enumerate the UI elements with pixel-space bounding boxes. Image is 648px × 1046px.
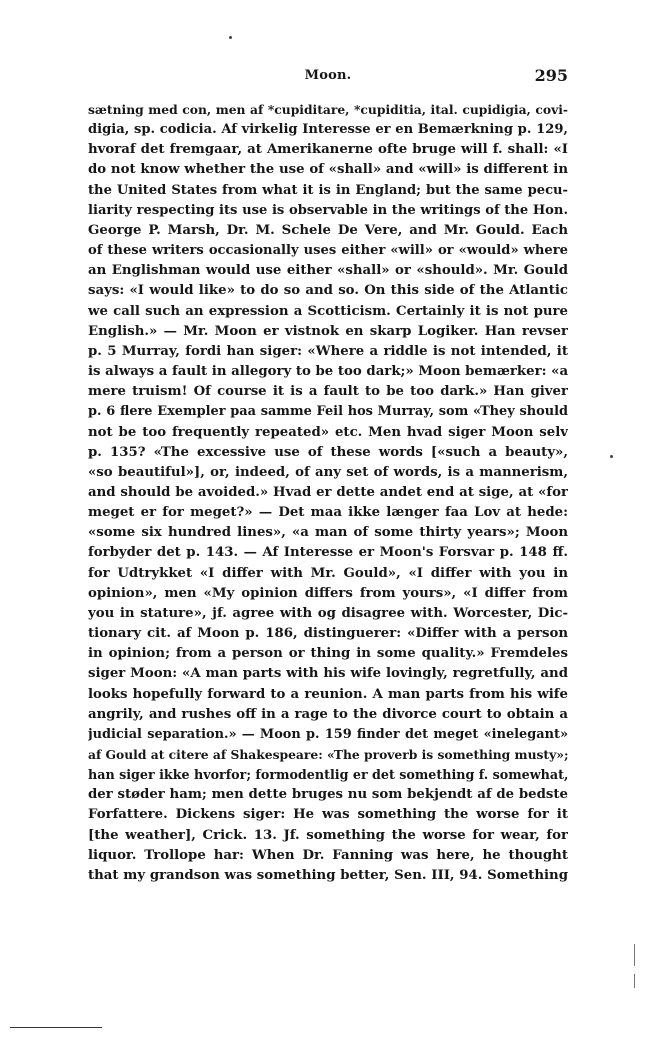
text-line: liquor. Trollope har: When Dr. Fanning was here, he thought: [88, 847, 568, 863]
margin-mark: [634, 974, 635, 988]
text-line: you in stature», jf. agree with og disagree with. Worcester, Dic-: [88, 605, 568, 621]
body-text: [88, 100, 568, 886]
text-line: der støder ham; men dette bruges nu som bekjendt af de bedste: [88, 787, 568, 803]
text-line: an Englishman would use either «shall» or «should». Mr. Gould: [88, 263, 568, 279]
text-line: English.» — Mr. Moon er vistnok en skarp Logiker. Han revser: [88, 323, 568, 339]
text-line: the United States from what it is in England; but the same pecu-: [88, 182, 568, 198]
text-line: siger Moon: «A man parts with his wife lovingly, regretfully, and: [88, 666, 568, 682]
footer-rule: [10, 1027, 102, 1028]
scan-speck: [229, 36, 232, 39]
text-line: George P. Marsh, Dr. M. Schele De Vere, and Mr. Gould. Each: [88, 222, 568, 238]
text-line: liarity respecting its use is observable in the writings of the Hon.: [88, 202, 568, 218]
page-number: 295: [534, 66, 568, 85]
text-line: [the weather], Crick. 13. Jf. something the worse for wear, for: [88, 827, 568, 843]
text-line: Forfattere. Dickens siger: He was something the worse for it: [88, 807, 568, 823]
text-line: for Udtrykket «I differ with Mr. Gould», «I differ with you in: [88, 565, 568, 581]
text-line: p. 135? «The excessive use of these words [«such a beauty»,: [88, 444, 568, 460]
text-line: and should be avoided.» Hvad er dette andet end at sige, at «for: [88, 484, 568, 500]
scan-speck: [610, 455, 613, 458]
text-line: in opinion; from a person or thing in some quality.» Fremdeles: [88, 646, 568, 662]
text-line: «so beautiful»], or, indeed, of any set of words, is a mannerism,: [88, 464, 568, 480]
text-line: opinion», men «My opinion differs from yours», «I differ from: [88, 585, 568, 601]
text-line: do not know whether the use of «shall» and «will» is different in: [88, 162, 568, 178]
running-head: Moon.: [304, 68, 352, 83]
text-line: of these writers occasionally uses either «will» or «would» where: [88, 243, 568, 259]
text-line: that my grandson was something better, Sen. III, 94. Something: [88, 867, 568, 883]
text-line: is always a fault in allegory to be too dark;» Moon bemærker: «a: [88, 364, 568, 380]
text-line: hvoraf det fremgaar, at Amerikanerne ofte bruge will f. shall: «I: [88, 142, 568, 158]
text-line: says: «I would like» to do so and so. On this side of the Atlantic: [88, 283, 568, 299]
text-line: judicial separation.» — Moon p. 159 finder det meget «inelegant»: [88, 726, 568, 742]
text-line: p. 5 Murray, fordi han siger: «Where a riddle is not intended, it: [88, 343, 568, 359]
page-header: [88, 68, 568, 90]
text-line: looks hopefully forward to a reunion. A man parts from his wife: [88, 686, 568, 702]
text-line: «some six hundred lines», «a man of some thirty years»; Moon: [88, 525, 568, 541]
text-line: han siger ikke hvorfor; formodentlig er det something f. somewhat,: [88, 767, 568, 783]
text-line: p. 6 flere Exempler paa samme Feil hos Murray, som «They should: [88, 404, 568, 420]
text-line: af Gould at citere af Shakespeare: «The proverb is something musty»;: [88, 747, 568, 762]
text-line: not be too frequently repeated» etc. Men hvad siger Moon selv: [88, 424, 568, 440]
text-line: mere truism! Of course it is a fault to be too dark.» Han giver: [88, 384, 568, 400]
text-line: meget er for meget?» — Det maa ikke længer faa Lov at hede:: [88, 505, 568, 521]
text-line: digia, sp. codicia. Af virkelig Interesse er en Bemærkning p. 129,: [88, 122, 568, 138]
text-line: tionary cit. af Moon p. 186, distinguerer: «Differ with a person: [88, 626, 568, 642]
text-line: we call such an expression a Scotticism. Certainly it is not pure: [88, 303, 568, 319]
margin-mark: [634, 944, 635, 966]
text-line: angrily, and rushes off in a rage to the divorce court to obtain a: [88, 706, 568, 722]
text-line: sætning med con, men af *cupiditare, *cupiditia, ital. cupidigia, covi-: [88, 102, 568, 117]
text-line: forbyder det p. 143. — Af Interesse er Moon's Forsvar p. 148 ff.: [88, 545, 568, 561]
